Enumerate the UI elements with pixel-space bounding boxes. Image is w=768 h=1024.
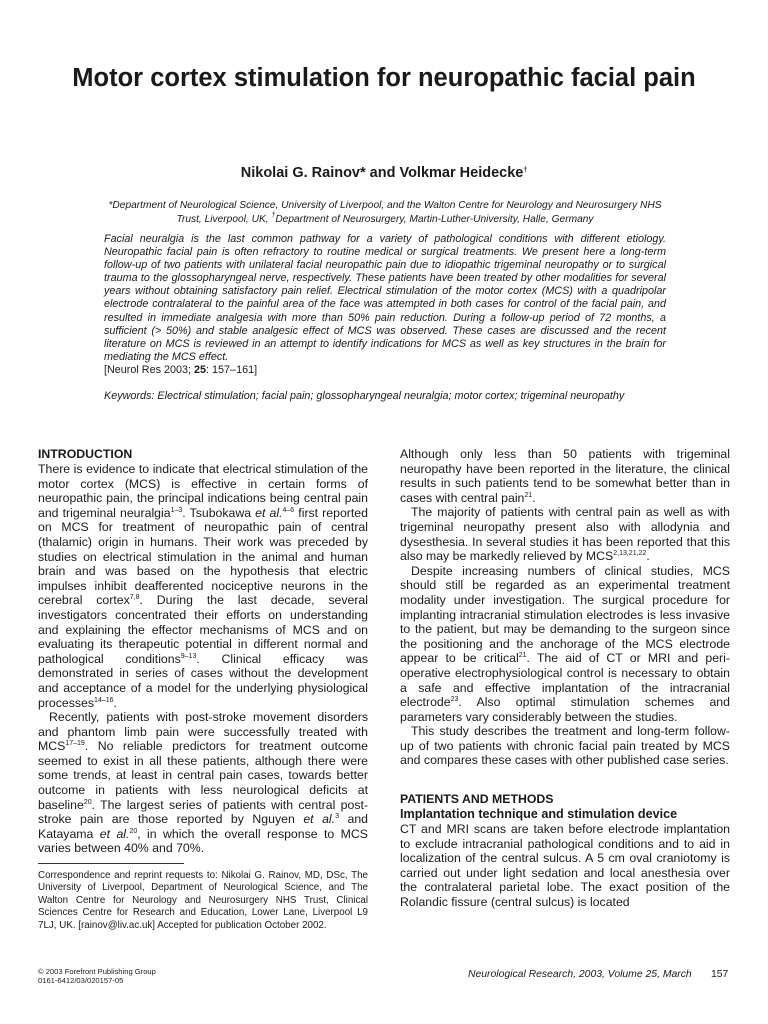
- implantation-subheading: Implantation technique and stimulation device: [400, 807, 678, 822]
- author-names: Nikolai G. Rainov* and Volkmar Heidecke: [240, 165, 524, 181]
- citation-superscript: 9–13: [180, 652, 197, 660]
- citation-superscript: 14–16: [94, 696, 114, 704]
- citation-superscript: 2,13,21,22: [613, 550, 647, 558]
- affiliation-dagger: †: [271, 212, 276, 219]
- affiliation: [104, 199, 666, 227]
- abstract: [104, 233, 666, 377]
- left-column: [38, 447, 368, 856]
- citation-superscript: 4–6: [282, 506, 295, 514]
- right-paragraph-2: The majority of patients with central pain as well as with trigeminal neuropathy present also with allodynia and dysesthesia. In several studies it has been reported that this also may be markedly relieved by MCS$^{2,13,21,22}$.: [400, 505, 730, 564]
- methods-heading: PATIENTS AND METHODS: [400, 792, 554, 807]
- abstract-text: Facial neuralgia is the last common pathway for a variety of pathological conditions with different etiology. Neuropathic facial pain is often refractory to routine medical or surgical treatments. We present here a long-term follow-up of two patients with unilateral facial neuropathic pain due to idiopathic trigeminal neuropathy or to surgical trauma to the glossopharyngeal nerve, respectively. These patients have been treated by other modalities for several years without obtaining satisfactory pain relief. Electrical stimulation of the motor cortex (MCS) with a quadripolar electrode contralateral to the painful area of the face was attempted in both cases for control of the facial pain, and resulted in immediate analgesia with more than 50% pain reduction. During a follow-up period of 72 months, a sufficient (> 50%) and stable analgesic effect of MCS was observed. These cases are discussed and the recent literature on MCS is reviewed in an attempt to identify indications for MCS as well as key structures in the brain for mediating the MCS effect.: [104, 233, 666, 363]
- right-paragraph-1: Although only less than 50 patients with trigeminal neuropathy have been reported in the literature, the clinical results in such patients tend to be somewhat better than in cases with central pain$^{21}$.: [400, 447, 730, 505]
- affiliation-line1: *Department of Neurological Science, University of Liverpool, and the Walton Centre for Neurology and Neurosurgery NHS Trust, Liverpool, UK,: [108, 200, 662, 225]
- intro-paragraph-2: Recently, patients with post-stroke movement disorders and phantom limb pain were successfully treated with MCS$^{17-19}$. No reliable predictors for treatment outcome seemed to exist in all these patients, although there were some trends, at least in central pain cases, towards better outcome in patients with less neurological deficits at baseline$^{20}$. The largest series of patients with central post-stroke pain are those reported by Nguyen et al.$^3$ and Katayama et al.$^{20}$, in which the overall response to MCS varies between 40% and 70%.: [38, 710, 368, 856]
- journal-citation: Neurological Research, 2003, Volume 25, March: [468, 969, 692, 980]
- citation-superscript: 1–3: [170, 506, 183, 514]
- correspondence-footnote: Correspondence and reprint requests to: Nikolai G. Rainov, MD, DSc, The University of Liverpool, Department of Neurological Science, and The Walton Centre for Neurology and Neurosurgery NHS Trust, Clinical Sciences Centre for Research and Education, Lower Lane, Liverpool L9 7LJ, UK. [rainov@liv.ac.uk] Accepted for publication October 2002.: [38, 870, 368, 931]
- author-line: [60, 165, 708, 181]
- page-number: 157: [711, 969, 729, 980]
- right-paragraph-4: This study describes the treatment and long-term follow-up of two patients with chronic facial pain treated by MCS and compares these cases with other published case series.: [400, 724, 730, 768]
- author-dagger: †: [523, 167, 528, 174]
- copyright-notice: © 2003 Forefront Publishing Group 0161-6412/03/020157-05: [38, 967, 156, 985]
- citation-superscript: 20: [129, 827, 138, 835]
- right-paragraph-3: Despite increasing numbers of clinical studies, MCS should still be regarded as an experimental treatment modality under investigation. The surgical procedure for implanting intracranial stimulation electrodes is less invasive to the patient, but may be demanding to the surgeon since the positioning and the anchorage of the MCS electrode appear to be critical$^{21}$. The aid of CT or MRI and peri-operative electrophysiological control is necessary to obtain a safe and effective implantation of the intracranial electrode$^{23}$. Also optimal stimulation schemes and parameters vary considerably between the studies.: [400, 563, 730, 724]
- intro-heading: INTRODUCTION: [38, 447, 133, 461]
- citation-superscript: 17–19: [65, 740, 85, 748]
- citation-superscript: 21: [518, 652, 527, 660]
- affiliation-line2: Department of Neurosurgery, Martin-Luther-University, Halle, Germany: [275, 214, 594, 225]
- citation-superscript: 20: [83, 798, 92, 806]
- footnote-rule: [38, 863, 184, 864]
- citation-superscript: 7,8: [129, 594, 140, 602]
- citation-superscript: 21: [524, 491, 533, 499]
- citation-superscript: 23: [450, 696, 459, 704]
- abstract-citation: [Neurol Res 2003; 25: 157–161]: [104, 363, 258, 376]
- citation-superscript: 3: [335, 813, 339, 821]
- methods-paragraph-1: CT and MRI scans are taken before electrode implantation to exclude intracranial pathological conditions and to aid in localization of the central sulcus. A 5 cm oval craniotomy is carried out under light sedation and local anesthesia over the contralateral parietal lobe. The exact position of the Rolandic fissure (central sulcus) is located: [400, 822, 730, 910]
- intro-paragraph-1: There is evidence to indicate that electrical stimulation of the motor cortex (MCS) is effective in certain forms of neuropathic pain, the principal indications being central pain and trigeminal neuralgia$^{1-3}$. Tsubokawa et al.$^{4-6}$ first reported on MCS for treatment of neuropathic pain of central (thalamic) origin in humans. Their work was preceded by studies on electrical stimulation in the animal and human brain and was based on the hypothesis that electric impulses inhibit deafferented nociceptive neurons in the cerebral cortex$^{7,8}$. During the last decade, several investigators concentrated their efforts on understanding and explaining the effector mechanisms of MCS and on evaluating its therapeutic potential in different normal and pathological conditions$^{9-13}$. Clinical efficacy was demonstrated in series of cases without the development and acceptance of a model for the underlying physiological processes$^{14-16}$.: [38, 462, 368, 710]
- right-column: [400, 447, 730, 910]
- article-title: Motor cortex stimulation for neuropathic facial pain: [72, 64, 696, 92]
- keywords: Keywords: Electrical stimulation; facial pain; glossopharyngeal neuralgia; motor cortex; trigeminal neuropathy: [104, 390, 625, 402]
- section-spacer: [400, 768, 730, 792]
